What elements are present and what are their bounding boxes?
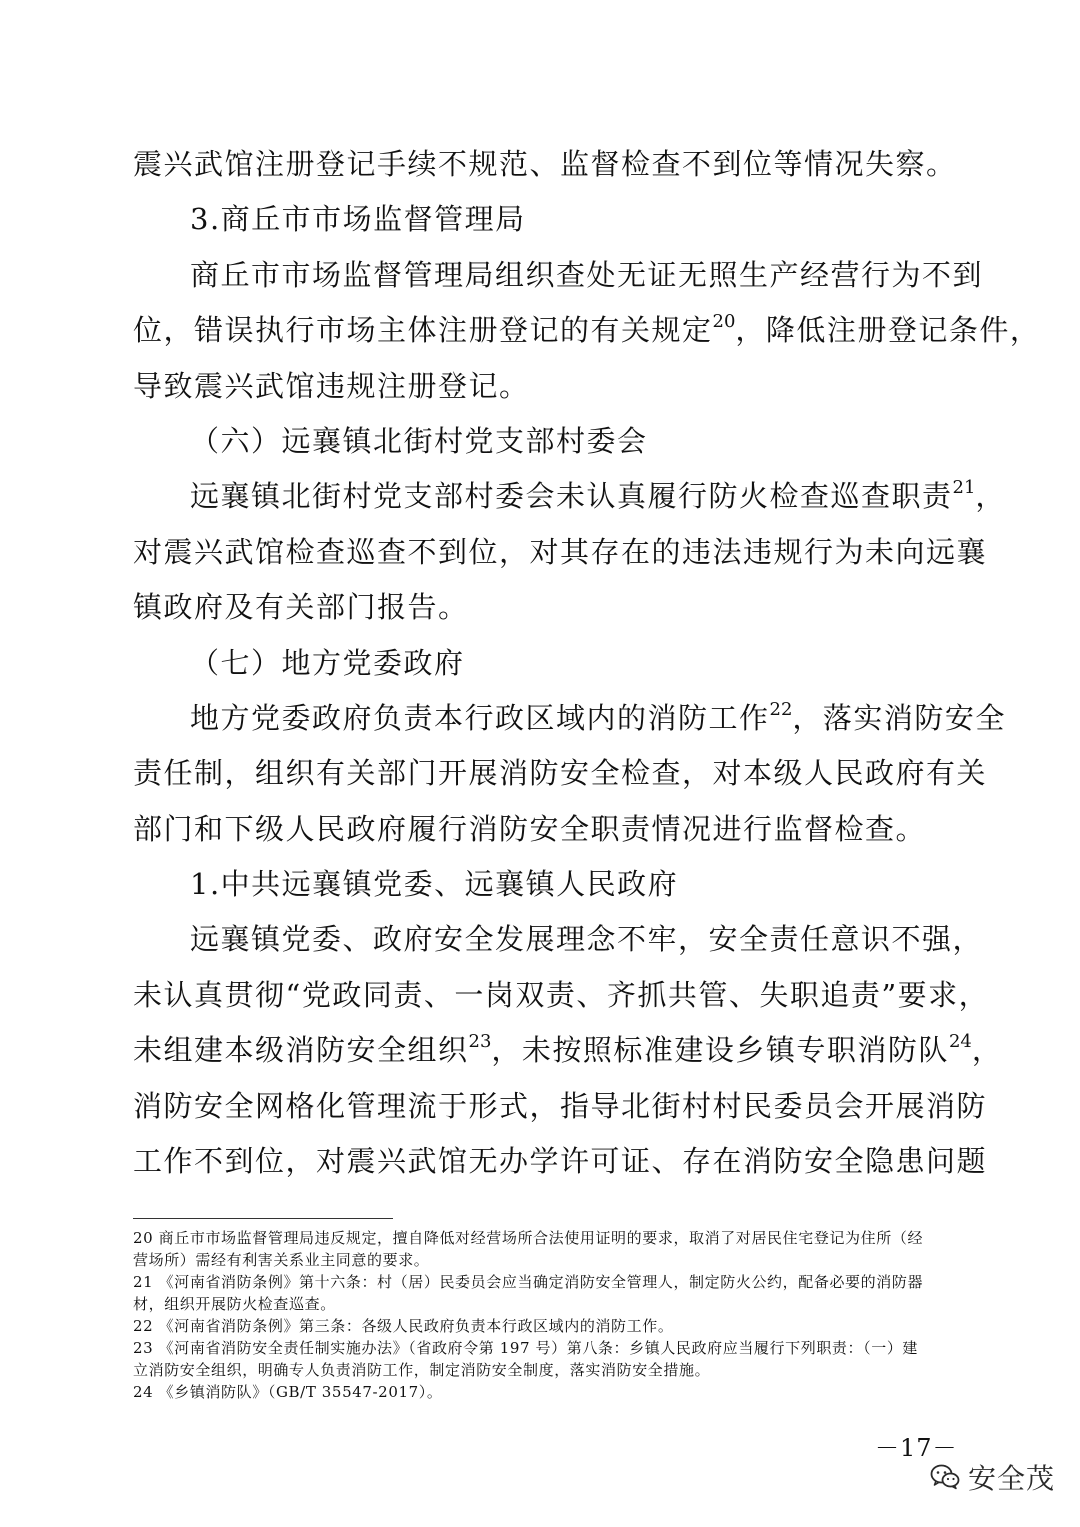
section-heading-market-supervision (133, 193, 951, 248)
footnote-line: 20 商丘市市场监督管理局违反规定，擅自降低对经营场所合法使用证明的要求，取消了对居民住宅登记为住所（经 (133, 1229, 924, 1247)
paragraph-line (133, 913, 984, 968)
paragraph-text: 地方党委政府负责本行政区域内的消防工作 (190, 700, 770, 735)
paragraph-line (133, 249, 984, 304)
paragraph-line (133, 803, 951, 858)
paragraph-text: 未组建本级消防安全组织 (133, 1033, 469, 1068)
paragraph-line (133, 1080, 988, 1135)
paragraph-text: 工作不到位，对震兴武馆无办学许可证、存在消防安全隐患问题 (133, 1144, 988, 1179)
footnote-line: 23 《河南省消防安全责任制实施办法》（省政府令第 197 号）第八条：乡镇人民政府应当履行下列职责：（一）建 (133, 1339, 919, 1357)
footnote-line: 营场所）需经有利害关系业主同意的要求。 (133, 1251, 430, 1269)
paragraph-line (133, 138, 957, 193)
footnote-24 (133, 1381, 951, 1403)
footnote-divider (133, 1218, 393, 1219)
footnote-20 (133, 1227, 951, 1271)
footnote-ref-22[interactable]: 22 (769, 698, 793, 720)
footnote-ref-23[interactable]: 23 (468, 1031, 492, 1053)
section-heading-village-committee (133, 415, 951, 470)
paragraph-line (133, 360, 951, 415)
paragraph-text: 震兴武馆注册登记手续不规范、监督检查不到位等情况失察。 (133, 147, 957, 181)
watermark-text: 安全茂 (968, 1462, 1056, 1495)
paragraph-line (133, 747, 988, 802)
section-heading-local-government (133, 637, 951, 692)
body-text (133, 138, 1041, 1190)
heading-text: （七）地方党委政府 (190, 645, 465, 680)
paragraph-line (133, 1135, 988, 1190)
paragraph-line (133, 581, 951, 636)
paragraph-text: 未认真贯彻“党政同责、一岗双责、齐抓共管、失职追责”要求， (133, 977, 990, 1012)
footnote-ref-24[interactable]: 24 (948, 1031, 972, 1053)
footnote-ref-20[interactable]: 20 (712, 311, 736, 333)
watermark (930, 1457, 1055, 1497)
paragraph-text: ，落实消防安全 (792, 700, 1006, 735)
paragraph-line (133, 526, 988, 581)
heading-text: 3.商丘市市场监督管理局 (190, 202, 526, 237)
footnote-22 (133, 1315, 951, 1337)
paragraph-line (133, 1024, 1003, 1079)
footnote-23 (133, 1337, 951, 1381)
heading-text: 1.中共远襄镇党委、远襄镇人民政府 (190, 867, 679, 902)
footnotes (133, 1227, 951, 1403)
section-heading-town-party-committee (133, 858, 951, 913)
footnote-ref-21[interactable]: 21 (952, 477, 976, 499)
paragraph-text: ，未按照标准建设乡镇专职消防队 (491, 1033, 949, 1068)
paragraph-line (133, 969, 990, 1024)
footnote-line: 材，组织开展防火检查巡查。 (133, 1295, 336, 1313)
paragraph-text: 责任制，组织有关部门开展消防安全检查，对本级人民政府有关 (133, 756, 988, 791)
paragraph-text: 位，错误执行市场主体注册登记的有关规定 (133, 313, 713, 348)
page-number: －17－ (875, 1434, 958, 1462)
paragraph-text: 对震兴武馆检查巡查不到位，对其存在的违法违规行为未向远襄 (133, 534, 988, 569)
footnote-21 (133, 1271, 951, 1315)
paragraph-text: 消防安全网格化管理流于形式，指导北街村村民委员会开展消防 (133, 1088, 988, 1123)
footnote-line: 21 《河南省消防条例》第十六条：村（居）民委员会应当确定消防安全管理人，制定防火公约，配备必要的消防器 (133, 1273, 924, 1291)
paragraph-line (133, 692, 1006, 747)
paragraph-text: 部门和下级人民政府履行消防安全职责情况进行监督检查。 (133, 811, 927, 846)
paragraph-line (133, 304, 1041, 359)
paragraph-text: ， (975, 479, 1006, 514)
heading-text: （六）远襄镇北街村党支部村委会 (190, 423, 648, 458)
paragraph-text: 导致震兴武馆违规注册登记。 (133, 368, 530, 403)
paragraph-text: 商丘市市场监督管理局组织查处无证无照生产经营行为不到 (190, 257, 984, 292)
paragraph-text: 远襄镇党委、政府安全发展理念不牢，安全责任意识不强， (190, 922, 984, 957)
paragraph-text: ，降低注册登记条件， (735, 313, 1041, 348)
footnote-line: 22 《河南省消防条例》第三条：各级人民政府负责本行政区域内的消防工作。 (133, 1317, 674, 1335)
paragraph-line (133, 470, 1006, 525)
paragraph-text: ， (971, 1033, 1003, 1068)
paragraph-text: 远襄镇北街村党支部村委会未认真履行防火检查巡查职责 (190, 479, 953, 514)
footnote-line: 立消防安全组织，明确专人负责消防工作，制定消防安全制度，落实消防安全措施。 (133, 1361, 711, 1379)
paragraph-text: 镇政府及有关部门报告。 (133, 590, 469, 625)
footnote-line: 24 《乡镇消防队》（GB/T 35547-2017）。 (133, 1383, 443, 1401)
wechat-icon (930, 1464, 960, 1490)
